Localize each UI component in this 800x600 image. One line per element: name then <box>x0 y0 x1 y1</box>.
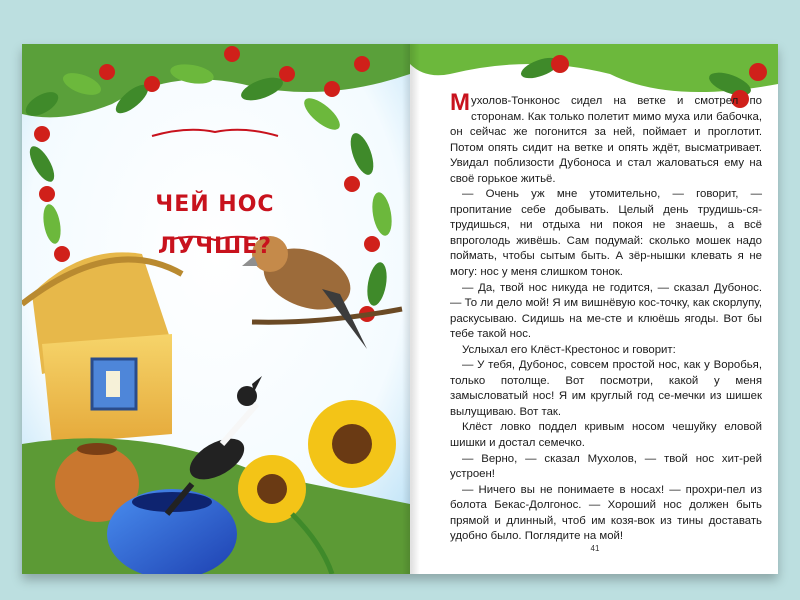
paragraph-8: — Ничего вы не понимаете в носах! — прохри-пел из болота Бекас-Долгонос. — Хороший нос должен быть прямой и длинный, чтоб им козя-вок из тины доставать удобно было. Поглядите на мой! <box>450 483 762 543</box>
paragraph-1 <box>450 89 762 187</box>
paragraph-2: — Очень уж мне утомительно, — говорит, — пропитание себе добывать. Целый день трудишь-ся-трудишься, ни отдыха ни покоя не знаешь, а всё впроголодь живёшь. Сам подумай: сколько мошек надо поймать, чтобы сытым быть. А зёр-нышки клевать я не могу: нос у меня слишком тонок. <box>450 188 762 279</box>
title-line-2: ЛУЧШЕ? <box>158 234 272 259</box>
paragraph-6: Клёст ловко поддел кривым носом чешуйку еловой шишки и достал семечко. <box>450 421 762 450</box>
drop-cap: М <box>450 89 470 116</box>
story-title <box>150 184 280 268</box>
paragraph-3: — Да, твой нос никуда не годится, — сказал Дубонос. — То ли дело мой! Я им вишнёвую кос-точку, как скорлупу, раскусываю. Сидишь на ме-сте и клюёшь ягоды. Вот бы тебе такой нос. <box>450 281 762 341</box>
paragraph-7: — Верно, — сказал Мухолов, — твой нос хит-рей устроен! <box>450 452 762 481</box>
right-page-text <box>410 44 778 574</box>
story-body <box>450 89 762 545</box>
illustration <box>22 44 410 574</box>
page-number: 41 <box>590 544 600 553</box>
book-gutter <box>402 44 420 574</box>
left-page-illustration <box>22 44 410 574</box>
paragraph-5: — У тебя, Дубонос, совсем простой нос, как у Воробья, только потолще. Вот посмотри, какой у меня замысловатый нос! Я им круглый год се-мечки из шишек вылущиваю. Вот так. <box>450 359 762 418</box>
paragraph-1-text: ухолов-Тонконос сидел на ветке и смотрел по сторонам. Как только полетит мимо муха или бабочка, он сейчас же погонится за ней, поймает и проглотит. Потом опять сидит на ветке и опять ждёт, высматривает. Увидал поблизости Дубоноса и стал жаловаться ему на своё горькое житьё. <box>450 95 762 185</box>
title-line-1: ЧЕЙ НОС <box>155 192 275 217</box>
paragraph-4: Услыхал его Клёст-Крестонос и говорит: <box>462 343 676 356</box>
open-book <box>22 44 778 574</box>
